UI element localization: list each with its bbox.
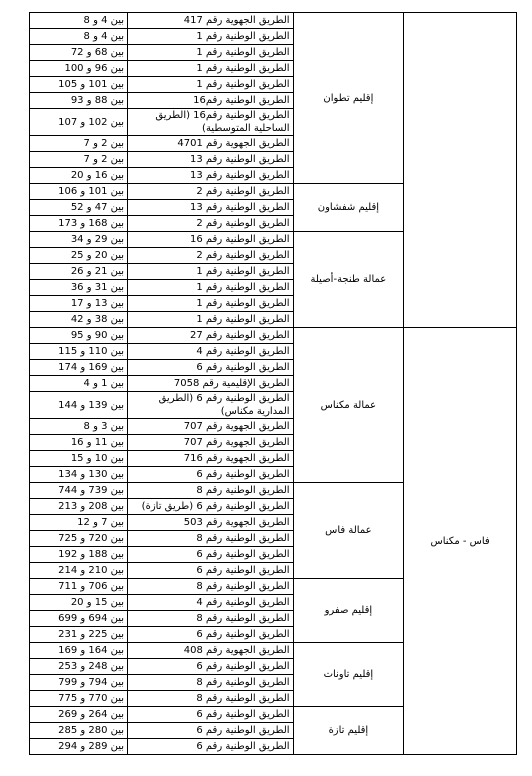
road-cell: الطريق الوطنية رقم 6 <box>128 739 293 755</box>
road-cell: الطريق الوطنية رقم 8 <box>128 531 293 547</box>
pk-range-cell: بين 101 و 106 <box>30 184 128 200</box>
road-cell: الطريق الوطنية رقم 6 (طريق تازة) <box>128 499 293 515</box>
road-cell: الطريق الوطنية رقم 13 <box>128 200 293 216</box>
pk-range-cell: بين 16 و 20 <box>30 168 128 184</box>
pk-range-cell: بين 130 و 134 <box>30 467 128 483</box>
province-cell: إقليم صفرو <box>293 579 404 643</box>
pk-range-cell: بين 20 و 25 <box>30 248 128 264</box>
road-cell: الطريق الوطنية رقم 1 <box>128 29 293 45</box>
pk-range-cell: بين 248 و 253 <box>30 659 128 675</box>
pk-range-cell: بين 2 و 7 <box>30 136 128 152</box>
road-cell: الطريق الوطنية رقم 1 <box>128 45 293 61</box>
pk-range-cell: بين 15 و 20 <box>30 595 128 611</box>
road-cell: الطريق الوطنية رقم 2 <box>128 216 293 232</box>
pk-range-cell: بين 101 و 105 <box>30 77 128 93</box>
road-cell: الطريق الوطنية رقم 8 <box>128 483 293 499</box>
road-cell: الطريق الوطنية رقم 6 <box>128 659 293 675</box>
road-cell: الطريق الوطنية رقم 6 <box>128 547 293 563</box>
pk-range-cell: بين 2 و 7 <box>30 152 128 168</box>
pk-range-cell: بين 90 و 95 <box>30 328 128 344</box>
province-cell: إقليم شفشاون <box>293 184 404 232</box>
pk-range-cell: بين 88 و 93 <box>30 93 128 109</box>
pk-range-cell: بين 68 و 72 <box>30 45 128 61</box>
province-cell: عمالة مكناس <box>293 328 404 483</box>
province-cell: عمالة فاس <box>293 483 404 579</box>
table-row <box>30 328 517 344</box>
road-cell: الطريق الوطنية رقم 4 <box>128 595 293 611</box>
pk-range-cell: بين 4 و 8 <box>30 13 128 29</box>
pk-range-cell: بين 96 و 100 <box>30 61 128 77</box>
road-cell: الطريق الجهوية رقم 707 <box>128 419 293 435</box>
road-cell: الطريق الوطنية رقم 2 <box>128 184 293 200</box>
road-cell: الطريق الوطنية رقم 6 (الطريق المدارية مكناس) <box>128 392 293 419</box>
road-cell: الطريق الوطنية رقم 1 <box>128 296 293 312</box>
pk-range-cell: بين 10 و 15 <box>30 451 128 467</box>
pk-range-cell: بين 794 و 799 <box>30 675 128 691</box>
region-cell-empty <box>404 13 517 328</box>
pk-range-cell: بين 21 و 26 <box>30 264 128 280</box>
pk-range-cell: بين 706 و 711 <box>30 579 128 595</box>
road-cell: الطريق الوطنية رقم 1 <box>128 264 293 280</box>
pk-range-cell: بين 168 و 173 <box>30 216 128 232</box>
pk-range-cell: بين 29 و 34 <box>30 232 128 248</box>
pk-range-cell: بين 4 و 8 <box>30 29 128 45</box>
road-cell: الطريق الإقليمية رقم 7058 <box>128 376 293 392</box>
road-cell: الطريق الوطنية رقم 8 <box>128 611 293 627</box>
pk-range-cell: بين 169 و 174 <box>30 360 128 376</box>
pk-range-cell: بين 38 و 42 <box>30 312 128 328</box>
road-cell: الطريق الوطنية رقم 2 <box>128 248 293 264</box>
road-cell: الطريق الوطنية رقم 16 <box>128 232 293 248</box>
pk-range-cell: بين 7 و 12 <box>30 515 128 531</box>
pk-range-cell: بين 31 و 36 <box>30 280 128 296</box>
table-row <box>30 13 517 29</box>
road-cell: الطريق الوطنية رقم 27 <box>128 328 293 344</box>
pk-range-cell: بين 694 و 699 <box>30 611 128 627</box>
pk-range-cell: بين 102 و 107 <box>30 109 128 136</box>
road-cell: الطريق الوطنية رقم 1 <box>128 312 293 328</box>
pk-range-cell: بين 13 و 17 <box>30 296 128 312</box>
pk-range-cell: بين 47 و 52 <box>30 200 128 216</box>
province-cell: إقليم تازة <box>293 707 404 755</box>
road-cell: الطريق الوطنية رقم 13 <box>128 168 293 184</box>
road-cell: الطريق الوطنية رقم 6 <box>128 360 293 376</box>
road-cell: الطريق الوطنية رقم 6 <box>128 707 293 723</box>
road-cell: الطريق الجهوية رقم 4701 <box>128 136 293 152</box>
pk-range-cell: بين 280 و 285 <box>30 723 128 739</box>
road-cell: الطريق الوطنية رقم 6 <box>128 627 293 643</box>
province-cell: إقليم تاونات <box>293 643 404 707</box>
pk-range-cell: بين 208 و 213 <box>30 499 128 515</box>
pk-range-cell: بين 11 و 16 <box>30 435 128 451</box>
pk-range-cell: بين 1 و 4 <box>30 376 128 392</box>
province-cell: عمالة طنجة-أصيلة <box>293 232 404 328</box>
road-cell: الطريق الوطنية رقم 6 <box>128 563 293 579</box>
road-cell: الطريق الجهوية رقم 408 <box>128 643 293 659</box>
road-cell: الطريق الجهوية رقم 503 <box>128 515 293 531</box>
pk-range-cell: بين 210 و 214 <box>30 563 128 579</box>
road-cell: الطريق الوطنية رقم 8 <box>128 579 293 595</box>
pk-range-cell: بين 188 و 192 <box>30 547 128 563</box>
pk-range-cell: بين 770 و 775 <box>30 691 128 707</box>
road-cell: الطريق الوطنية رقم 6 <box>128 723 293 739</box>
region-cell: فاس - مكناس <box>404 328 517 755</box>
province-cell: إقليم تطوان <box>293 13 404 184</box>
table-body <box>30 13 517 755</box>
pk-range-cell: بين 225 و 231 <box>30 627 128 643</box>
road-cell: الطريق الوطنية رقم 8 <box>128 675 293 691</box>
pk-range-cell: بين 139 و 144 <box>30 392 128 419</box>
pk-range-cell: بين 3 و 8 <box>30 419 128 435</box>
road-cell: الطريق الوطنية رقم16 (الطريق الساحلية المتوسطية) <box>128 109 293 136</box>
pk-range-cell: بين 739 و 744 <box>30 483 128 499</box>
road-cell: الطريق الوطنية رقم 6 <box>128 467 293 483</box>
road-cell: الطريق الوطنية رقم 8 <box>128 691 293 707</box>
road-sections-table <box>29 12 517 755</box>
road-cell: الطريق الوطنية رقم 4 <box>128 344 293 360</box>
road-cell: الطريق الجهوية رقم 707 <box>128 435 293 451</box>
road-cell: الطريق الوطنية رقم 1 <box>128 280 293 296</box>
road-cell: الطريق الوطنية رقم 1 <box>128 77 293 93</box>
road-cell: الطريق الجهوية رقم 716 <box>128 451 293 467</box>
pk-range-cell: بين 264 و 269 <box>30 707 128 723</box>
pk-range-cell: بين 289 و 294 <box>30 739 128 755</box>
road-cell: الطريق الوطنية رقم 1 <box>128 61 293 77</box>
road-cell: الطريق الوطنية رقم 13 <box>128 152 293 168</box>
pk-range-cell: بين 164 و 169 <box>30 643 128 659</box>
pk-range-cell: بين 720 و 725 <box>30 531 128 547</box>
road-cell: الطريق الجهوية رقم 417 <box>128 13 293 29</box>
pk-range-cell: بين 110 و 115 <box>30 344 128 360</box>
road-cell: الطريق الوطنية رقم16 <box>128 93 293 109</box>
